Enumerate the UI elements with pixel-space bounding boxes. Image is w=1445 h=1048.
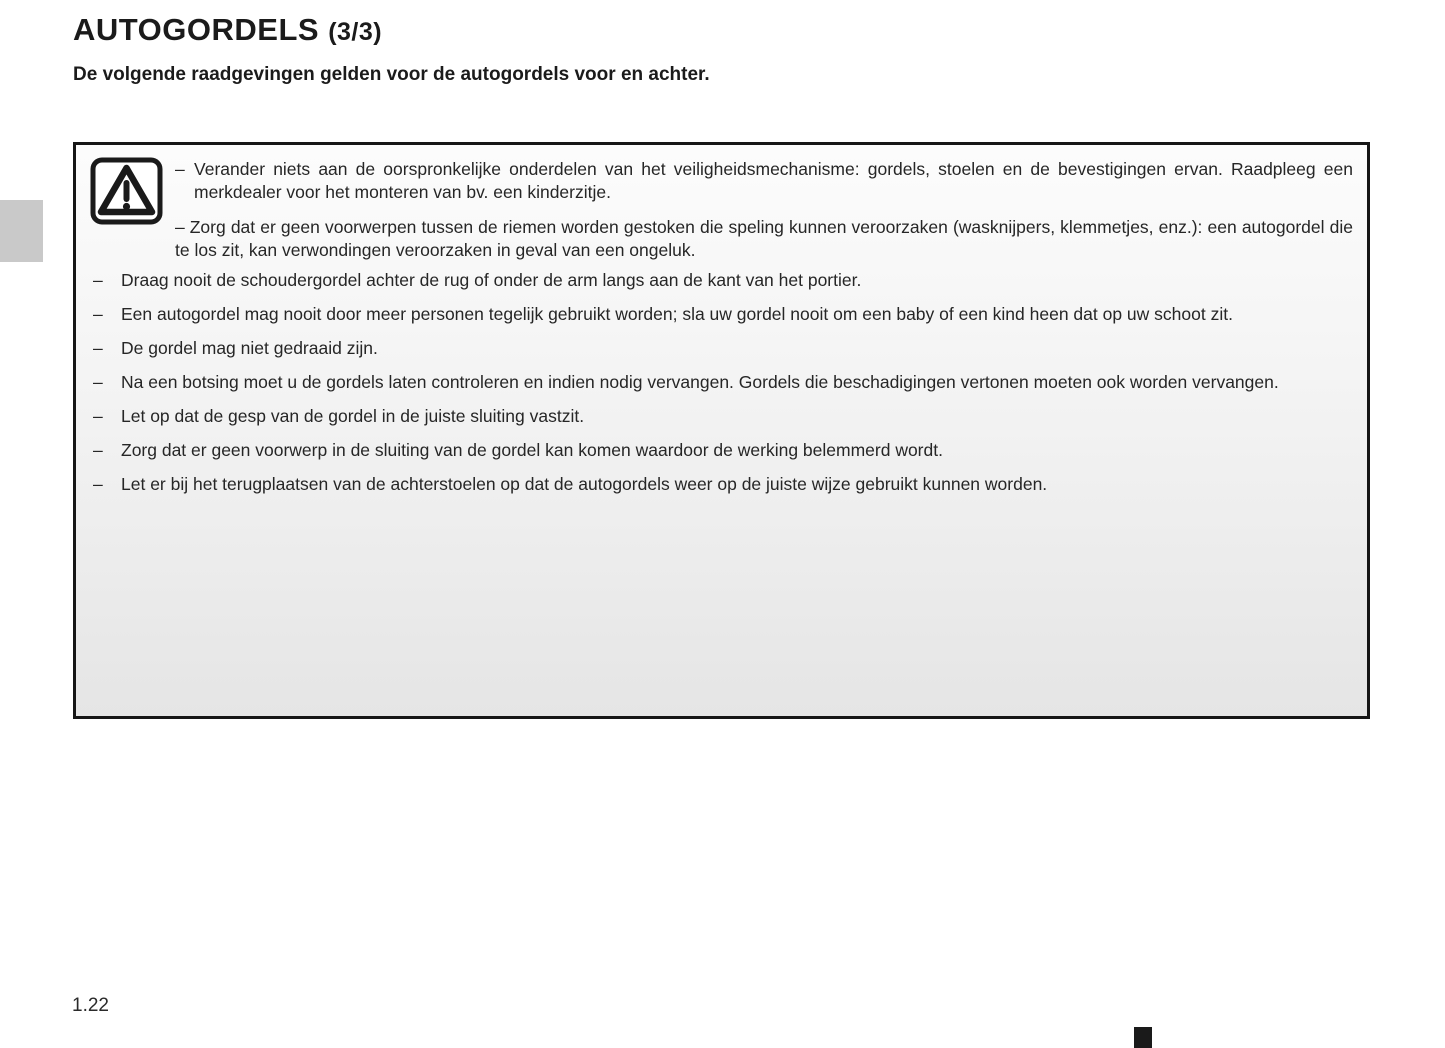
list-item-text: Draag nooit de schoudergordel achter de rug of onder de arm langs aan de kant van het portier. [121,270,862,290]
list-item [93,371,1351,394]
section-tab-marker [0,200,43,262]
list-item [93,269,1351,292]
bullet-dash: – [175,217,185,237]
page-subtitle: De volgende raadgevingen gelden voor de autogordels voor en achter. [73,64,710,85]
bullet-dash: – [93,270,103,290]
list-item-text: Let op dat de gesp van de gordel in de juiste sluiting vastzit. [121,406,585,426]
list-item-text: Na een botsing moet u de gordels laten controleren en indien nodig vervangen. Gordels die beschadigingen vertonen moeten ook worden vervangen. [121,372,1279,392]
list-item [93,337,1351,360]
bullet-dash: – [93,338,103,358]
warning-triangle-icon [90,157,163,225]
warning-box [73,142,1370,719]
bullet-dash: – [93,440,103,460]
list-item-text: Zorg dat er geen voorwerp in de sluiting van de gordel kan komen waardoor de werking belemmerd wordt. [121,440,943,460]
bullet-dash: – [93,304,103,324]
list-item [93,303,1351,326]
warning-item-text: Verander niets aan de oorspronkelijke onderdelen van het veiligheidsmechanisme: gordels, stoelen en de bevestigingen ervan. Raadpleeg een merkdealer voor het monteren van bv. een kinderzitje. [194,159,1353,202]
page-title-suffix: (3/3) [328,18,383,46]
bullet-dash: – [93,474,103,494]
list-item [93,473,1351,496]
page-number: 1.22 [72,995,109,1016]
list-item-text: Let er bij het terugplaatsen van de achterstoelen op dat de autogordels weer op de juiste wijze gebruikt kunnen worden. [121,474,1048,494]
list-item [93,405,1351,428]
footer-marker [1134,1027,1152,1048]
bullet-dash: – [93,406,103,426]
warning-item-text: Zorg dat er geen voorwerpen tussen de riemen worden gestoken die speling kunnen veroorzaken (wasknijpers, klemmetjes, enz.): een autogordel die te los zit, kan verwondingen veroorzaken in geval van een ongeluk. [175,217,1353,260]
list-item-text: Een autogordel mag nooit door meer personen tegelijk gebruikt worden; sla uw gordel nooit om een baby of een kind heen dat op uw schoot zit. [121,304,1233,324]
page-title [73,12,382,48]
list-item-text: De gordel mag niet gedraaid zijn. [121,338,378,358]
advice-list [93,269,1351,507]
page-title-text: AUTOGORDELS [73,12,320,47]
list-item [93,439,1351,462]
warning-items [175,158,1353,274]
bullet-dash: – [175,159,185,179]
warning-item [175,216,1353,262]
bullet-dash: – [93,372,103,392]
warning-item [175,158,1353,204]
